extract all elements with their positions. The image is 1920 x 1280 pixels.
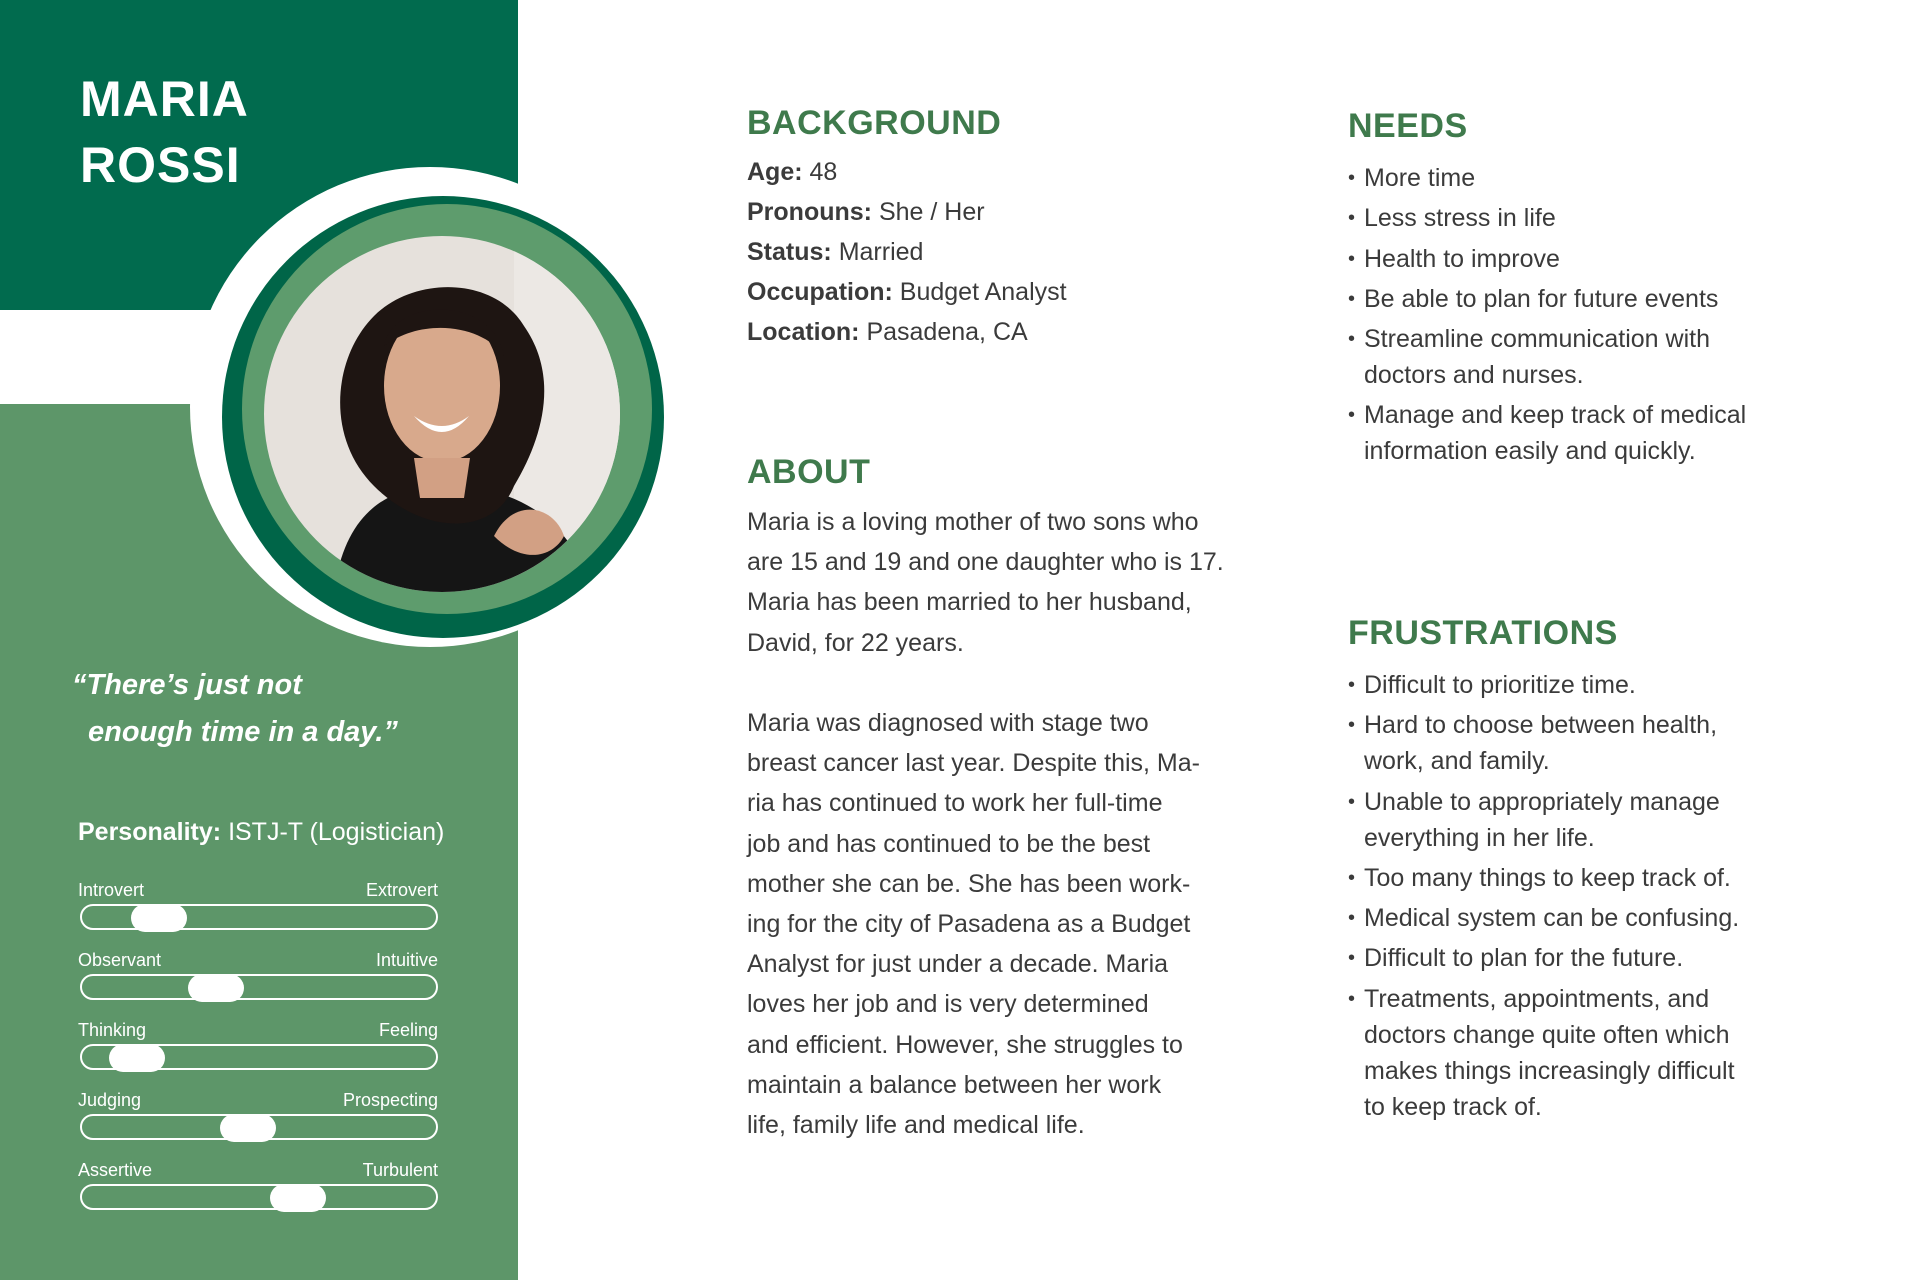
trait-left-label: Observant xyxy=(78,950,162,970)
trait-track xyxy=(80,1184,438,1210)
trait-slider xyxy=(78,950,438,1010)
trait-right-label: Feeling xyxy=(378,1020,438,1040)
needs-list xyxy=(1348,160,1818,474)
list-item xyxy=(1348,397,1818,469)
trait-slider xyxy=(78,1090,438,1150)
list-item xyxy=(1348,241,1818,277)
trait-right-label: Prospecting xyxy=(342,1090,438,1110)
persona-name xyxy=(80,66,249,198)
item-text: doctors change quite often which xyxy=(1364,1020,1730,1049)
list-item xyxy=(1348,667,1818,703)
field-value: 48 xyxy=(809,158,838,186)
trait-knob xyxy=(270,1184,326,1212)
trait-track xyxy=(80,974,438,1000)
text-line: Analyst for just under a decade. Maria xyxy=(747,950,1169,979)
about-heading: ABOUT xyxy=(747,453,871,491)
list-item xyxy=(1348,321,1818,393)
trait-slider xyxy=(78,1160,438,1220)
list-item xyxy=(1348,900,1818,936)
list-item xyxy=(1348,281,1818,317)
item-text: • Health to improve xyxy=(1364,244,1560,273)
item-text: makes things increasingly difficult xyxy=(1364,1056,1735,1085)
list-item xyxy=(1348,940,1818,976)
text-line: life, family life and medical life. xyxy=(747,1111,1085,1140)
item-text: • Too many things to keep track of. xyxy=(1364,863,1731,892)
text-line: mother she can be. She has been work- xyxy=(747,869,1191,898)
field-label: Occupation: xyxy=(747,278,893,306)
trait-left-label: Thinking xyxy=(78,1020,147,1040)
item-text: • Unable to appropriately manage xyxy=(1364,787,1720,816)
list-item xyxy=(1348,981,1818,1125)
quote-line-1: “There’s just not xyxy=(72,669,302,701)
personality-value: ISTJ-T (Logistician) xyxy=(228,818,445,846)
item-text: • Less stress in life xyxy=(1364,204,1556,233)
item-text: • More time xyxy=(1364,164,1476,192)
item-text: • Medical system can be confusing. xyxy=(1364,904,1740,933)
text-line: Maria was diagnosed with stage two xyxy=(747,709,1149,737)
last-name: ROSSI xyxy=(80,137,241,193)
text-line: Maria has been married to her husband, xyxy=(747,588,1192,617)
field-occupation xyxy=(747,278,1067,307)
trait-knob xyxy=(220,1114,276,1142)
trait-left-label: Assertive xyxy=(78,1160,153,1180)
item-text: everything in her life. xyxy=(1364,823,1595,852)
item-text: • Difficult to plan for the future. xyxy=(1364,944,1684,973)
text-line: ing for the city of Pasadena as a Budget xyxy=(747,910,1191,939)
frustrations-heading: FRUSTRATIONS xyxy=(1348,614,1618,652)
text-line: and efficient. However, she struggles to xyxy=(747,1030,1183,1059)
personality-label: Personality: xyxy=(78,818,222,846)
trait-knob xyxy=(109,1044,165,1072)
trait-left-label: Judging xyxy=(78,1090,142,1110)
trait-slider xyxy=(78,1020,438,1080)
field-status xyxy=(747,238,923,267)
item-text: • Difficult to prioritize time. xyxy=(1364,671,1636,699)
trait-left-label: Introvert xyxy=(78,880,145,900)
needs-heading: NEEDS xyxy=(1348,107,1468,145)
field-value: Married xyxy=(838,238,924,266)
field-label: Location: xyxy=(747,318,860,346)
trait-knob xyxy=(188,974,244,1002)
text-line: David, for 22 years. xyxy=(747,628,964,657)
field-age xyxy=(747,158,837,187)
item-text: doctors and nurses. xyxy=(1364,361,1584,390)
item-text: • Hard to choose between health, xyxy=(1364,711,1718,740)
about-paragraph-2 xyxy=(747,703,1267,1145)
trait-right-label: Extrovert xyxy=(365,880,438,900)
trait-slider xyxy=(78,880,438,940)
persona-photo xyxy=(264,236,620,592)
item-text: • Treatments, appointments, and xyxy=(1364,984,1710,1013)
text-line: breast cancer last year. Despite this, Ma- xyxy=(747,749,1200,778)
list-item xyxy=(1348,200,1818,236)
list-item xyxy=(1348,860,1818,896)
item-text: • Streamline communication with xyxy=(1364,325,1710,354)
trait-right-label: Turbulent xyxy=(362,1160,438,1180)
persona-quote xyxy=(72,662,492,756)
field-pronouns xyxy=(747,198,985,227)
portrait-image xyxy=(264,236,620,592)
field-location xyxy=(747,318,1028,347)
text-line: ria has continued to work her full-time xyxy=(747,789,1163,818)
personality-type xyxy=(78,818,444,847)
list-item xyxy=(1348,707,1818,779)
item-text: • Manage and keep track of medical xyxy=(1364,401,1747,430)
field-value: Pasadena, CA xyxy=(866,318,1028,346)
text-line: loves her job and is very determined xyxy=(747,990,1149,1019)
field-label: Age: xyxy=(747,158,803,186)
item-text: to keep track of. xyxy=(1364,1092,1542,1121)
field-label: Pronouns: xyxy=(747,198,872,226)
about-paragraph-1 xyxy=(747,502,1267,663)
field-value: She / Her xyxy=(878,198,985,226)
list-item xyxy=(1348,784,1818,856)
item-text: work, and family. xyxy=(1364,747,1550,776)
text-line: maintain a balance between her work xyxy=(747,1070,1162,1099)
field-label: Status: xyxy=(747,238,832,266)
trait-right-label: Intuitive xyxy=(375,950,438,970)
text-line: Maria is a loving mother of two sons who xyxy=(747,508,1199,536)
text-line: are 15 and 19 and one daughter who is 17. xyxy=(747,548,1224,577)
background-heading: BACKGROUND xyxy=(747,104,1002,142)
list-item xyxy=(1348,160,1818,196)
quote-line-2: enough time in a day.” xyxy=(88,716,398,748)
frustrations-list xyxy=(1348,667,1818,1129)
item-text: information easily and quickly. xyxy=(1364,437,1696,466)
field-value: Budget Analyst xyxy=(899,278,1067,306)
text-line: job and has continued to be the best xyxy=(747,829,1151,858)
first-name: MARIA xyxy=(80,71,249,127)
item-text: • Be able to plan for future events xyxy=(1364,284,1719,313)
trait-knob xyxy=(131,904,187,932)
